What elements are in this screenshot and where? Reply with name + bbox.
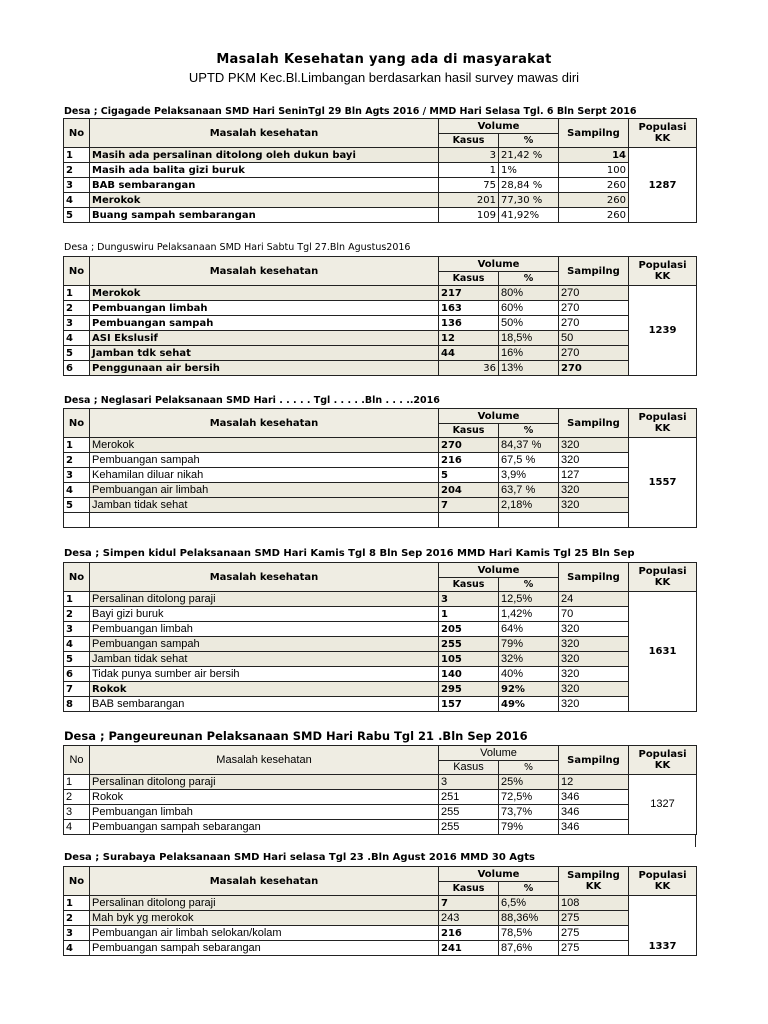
col-header-kasus: Kasus — [439, 578, 499, 592]
table-row — [64, 790, 697, 805]
row-no — [64, 513, 90, 528]
row-masalah: Persalinan ditolong paraji — [90, 592, 439, 607]
row-sampling: 320 — [559, 498, 629, 513]
row-pct: 2,18% — [499, 498, 559, 513]
row-masalah: Pembuangan air limbah — [90, 483, 439, 498]
row-masalah: Persalinan ditolong paraji — [90, 775, 439, 790]
row-sampling — [559, 513, 629, 528]
row-masalah: Jamban tdk sehat — [90, 346, 439, 361]
row-kasus: 216 — [439, 453, 499, 468]
table-row — [64, 346, 697, 361]
table-dunguswiru — [63, 256, 697, 376]
row-pct: 32% — [499, 652, 559, 667]
table-row — [64, 637, 697, 652]
row-kasus: 7 — [439, 498, 499, 513]
row-masalah: Merokok — [90, 193, 439, 208]
row-pct: 12,5% — [499, 592, 559, 607]
table-row — [64, 820, 697, 835]
row-populasi: 1557 — [629, 438, 697, 528]
row-no: 8 — [64, 697, 90, 712]
section-caption-pangeureunan: Desa ; Pangeureunan Pelaksanaan SMD Hari Rabu Tgl 21 .Bln Sep 2016 — [64, 729, 528, 743]
col-header-no: No — [64, 746, 90, 775]
row-no: 4 — [64, 331, 90, 346]
col-header-no: No — [64, 563, 90, 592]
row-pct: 41,92% — [499, 208, 559, 223]
row-no: 1 — [64, 775, 90, 790]
row-no: 6 — [64, 667, 90, 682]
table-row — [64, 697, 697, 712]
table-row — [64, 667, 697, 682]
row-masalah — [90, 513, 439, 528]
row-pct: 13% — [499, 361, 559, 376]
row-masalah: Pembuangan sampah sebarangan — [90, 941, 439, 956]
col-header-pct: % — [499, 882, 559, 896]
row-no: 1 — [64, 438, 90, 453]
col-header-kasus: Kasus — [439, 761, 499, 775]
col-header-no: No — [64, 867, 90, 896]
row-pct: 1% — [499, 163, 559, 178]
row-no: 5 — [64, 208, 90, 223]
table-row — [64, 453, 697, 468]
table-row — [64, 286, 697, 301]
col-header-masalah: Masalah kesehatan — [90, 746, 439, 775]
row-sampling: 260 — [559, 178, 629, 193]
table-row — [64, 438, 697, 453]
row-pct: 80% — [499, 286, 559, 301]
row-kasus: 1 — [439, 163, 499, 178]
row-sampling: 320 — [559, 453, 629, 468]
col-header-sampling: Sampilng — [559, 409, 629, 438]
section-caption-dunguswiru: Desa ; Dunguswiru Pelaksanaan SMD Hari Sabtu Tgl 27.Bln Agustus2016 — [64, 242, 411, 253]
col-header-populasi: Populasi KK — [629, 409, 697, 438]
row-masalah: Pembuangan sampah sebarangan — [90, 820, 439, 835]
row-sampling: 24 — [559, 592, 629, 607]
row-pct — [499, 513, 559, 528]
col-header-no: No — [64, 409, 90, 438]
row-masalah: Jamban tidak sehat — [90, 498, 439, 513]
row-sampling: 275 — [559, 926, 629, 941]
row-sampling: 127 — [559, 468, 629, 483]
row-sampling: 260 — [559, 193, 629, 208]
row-no: 6 — [64, 361, 90, 376]
row-masalah: Pembuangan limbah — [90, 622, 439, 637]
row-masalah: Pembuangan sampah — [90, 637, 439, 652]
row-sampling: 14 — [559, 148, 629, 163]
table-row — [64, 361, 697, 376]
row-masalah: Merokok — [90, 438, 439, 453]
row-masalah: Buang sampah sembarangan — [90, 208, 439, 223]
row-pct: 79% — [499, 637, 559, 652]
row-kasus: 140 — [439, 667, 499, 682]
row-pct: 63,7 % — [499, 483, 559, 498]
table-surabaya — [63, 866, 697, 956]
row-sampling: 270 — [559, 316, 629, 331]
row-kasus: 205 — [439, 622, 499, 637]
section-caption-neglasari: Desa ; Neglasari Pelaksanaan SMD Hari . . . . . Tgl . . . . .Bln . . . ..2016 — [64, 395, 440, 406]
row-no: 4 — [64, 637, 90, 652]
col-header-populasi: Populasi KK — [629, 119, 697, 148]
col-header-volume: Volume — [439, 867, 559, 882]
col-header-pct: % — [499, 424, 559, 438]
table-row — [64, 498, 697, 513]
row-sampling: 320 — [559, 438, 629, 453]
col-header-masalah: Masalah kesehatan — [90, 563, 439, 592]
col-header-populasi: Populasi KK — [629, 867, 697, 896]
row-pct: 87,6% — [499, 941, 559, 956]
row-no: 1 — [64, 286, 90, 301]
row-pct: 21,42 % — [499, 148, 559, 163]
row-kasus — [439, 513, 499, 528]
row-masalah: BAB sembarangan — [90, 178, 439, 193]
row-kasus: 251 — [439, 790, 499, 805]
row-kasus: 3 — [439, 148, 499, 163]
row-sampling: 346 — [559, 805, 629, 820]
row-kasus: 163 — [439, 301, 499, 316]
col-header-kasus: Kasus — [439, 424, 499, 438]
row-pct: 78,5% — [499, 926, 559, 941]
table-row — [64, 926, 697, 941]
row-masalah: Pembuangan sampah — [90, 316, 439, 331]
row-no: 4 — [64, 483, 90, 498]
section-caption-simpen-kidul: Desa ; Simpen kidul Pelaksanaan SMD Hari Kamis Tgl 8 Bln Sep 2016 MMD Hari Kamis Tgl 25 Bln Sep — [64, 548, 635, 559]
row-pct: 67,5 % — [499, 453, 559, 468]
row-masalah: Pembuangan air limbah selokan/kolam — [90, 926, 439, 941]
col-header-pct: % — [499, 134, 559, 148]
row-sampling: 270 — [559, 286, 629, 301]
row-masalah: Bayi gizi buruk — [90, 607, 439, 622]
table-row — [64, 622, 697, 637]
table-row — [64, 178, 697, 193]
row-kasus: 217 — [439, 286, 499, 301]
row-no: 3 — [64, 805, 90, 820]
table-row — [64, 316, 697, 331]
row-masalah: Masih ada persalinan ditolong oleh dukun bayi — [90, 148, 439, 163]
row-sampling: 100 — [559, 163, 629, 178]
row-populasi: 1327 — [629, 775, 697, 835]
row-no: 3 — [64, 468, 90, 483]
table-edge-line — [695, 835, 696, 847]
table-row — [64, 896, 697, 911]
row-pct: 64% — [499, 622, 559, 637]
table-row — [64, 911, 697, 926]
row-no: 5 — [64, 498, 90, 513]
row-no: 4 — [64, 941, 90, 956]
col-header-sampling-kk: Sampilng KK — [559, 867, 629, 896]
row-sampling: 320 — [559, 682, 629, 697]
row-sampling: 346 — [559, 790, 629, 805]
row-no: 7 — [64, 682, 90, 697]
table-row — [64, 607, 697, 622]
row-masalah: Rokok — [90, 790, 439, 805]
table-row — [64, 193, 697, 208]
row-pct: 6,5% — [499, 896, 559, 911]
row-masalah: Masih ada balita gizi buruk — [90, 163, 439, 178]
row-pct: 49% — [499, 697, 559, 712]
row-pct: 84,37 % — [499, 438, 559, 453]
row-sampling: 346 — [559, 820, 629, 835]
table-row — [64, 483, 697, 498]
col-header-volume: Volume — [439, 563, 559, 578]
row-no: 2 — [64, 163, 90, 178]
col-header-pct: % — [499, 272, 559, 286]
row-kasus: 201 — [439, 193, 499, 208]
row-pct: 3,9% — [499, 468, 559, 483]
row-populasi: 1337 — [629, 896, 697, 956]
col-header-kasus: Kasus — [439, 272, 499, 286]
col-header-populasi: Populasi KK — [629, 746, 697, 775]
row-masalah: Rokok — [90, 682, 439, 697]
row-sampling: 320 — [559, 667, 629, 682]
row-masalah: Pembuangan sampah — [90, 453, 439, 468]
col-header-populasi: Populasi KK — [629, 257, 697, 286]
row-sampling: 275 — [559, 941, 629, 956]
row-kasus: 12 — [439, 331, 499, 346]
row-no: 4 — [64, 193, 90, 208]
row-masalah: Kehamilan diluar nikah — [90, 468, 439, 483]
col-header-masalah: Masalah kesehatan — [90, 257, 439, 286]
table-row — [64, 301, 697, 316]
table-row — [64, 148, 697, 163]
row-pct: 60% — [499, 301, 559, 316]
row-sampling: 320 — [559, 697, 629, 712]
col-header-pct: % — [499, 578, 559, 592]
table-row — [64, 941, 697, 956]
row-no: 5 — [64, 346, 90, 361]
col-header-masalah: Masalah kesehatan — [90, 409, 439, 438]
row-kasus: 109 — [439, 208, 499, 223]
row-no: 2 — [64, 453, 90, 468]
row-kasus: 204 — [439, 483, 499, 498]
row-kasus: 44 — [439, 346, 499, 361]
row-sampling: 12 — [559, 775, 629, 790]
row-no: 3 — [64, 178, 90, 193]
row-pct: 77,30 % — [499, 193, 559, 208]
row-pct: 1,42% — [499, 607, 559, 622]
row-pct: 40% — [499, 667, 559, 682]
row-pct: 28,84 % — [499, 178, 559, 193]
table-cigagade — [63, 118, 697, 223]
row-no: 3 — [64, 622, 90, 637]
row-pct: 25% — [499, 775, 559, 790]
row-masalah: Tidak punya sumber air bersih — [90, 667, 439, 682]
section-caption-cigagade: Desa ; Cigagade Pelaksanaan SMD Hari SeninTgl 29 Bln Agts 2016 / MMD Hari Selasa Tgl. 6 Bln Serpt 2016 — [64, 106, 637, 117]
row-sampling: 270 — [559, 361, 629, 376]
col-header-volume: Volume — [439, 409, 559, 424]
row-kasus: 3 — [439, 592, 499, 607]
row-kasus: 157 — [439, 697, 499, 712]
row-kasus: 136 — [439, 316, 499, 331]
row-masalah: Merokok — [90, 286, 439, 301]
row-kasus: 3 — [439, 775, 499, 790]
table-row — [64, 331, 697, 346]
row-kasus: 5 — [439, 468, 499, 483]
page-title: Masalah Kesehatan yang ada di masyarakat — [216, 52, 552, 67]
row-sampling: 320 — [559, 622, 629, 637]
section-caption-surabaya: Desa ; Surabaya Pelaksanaan SMD Hari selasa Tgl 23 .Bln Agust 2016 MMD 30 Agts — [64, 852, 535, 863]
row-sampling: 275 — [559, 911, 629, 926]
page-subtitle: UPTD PKM Kec.Bl.Limbangan berdasarkan hasil survey mawas diri — [188, 70, 580, 85]
row-no: 3 — [64, 926, 90, 941]
row-kasus: 255 — [439, 637, 499, 652]
table-row — [64, 208, 697, 223]
row-sampling: 108 — [559, 896, 629, 911]
row-no: 1 — [64, 592, 90, 607]
table-row — [64, 592, 697, 607]
col-header-no: No — [64, 257, 90, 286]
row-kasus: 216 — [439, 926, 499, 941]
row-masalah: BAB sembarangan — [90, 697, 439, 712]
row-kasus: 241 — [439, 941, 499, 956]
row-no: 2 — [64, 790, 90, 805]
col-header-pct: % — [499, 761, 559, 775]
row-kasus: 105 — [439, 652, 499, 667]
row-populasi: 1287 — [629, 148, 697, 223]
col-header-kasus: Kasus — [439, 134, 499, 148]
table-neglasari — [63, 408, 697, 528]
row-sampling: 320 — [559, 652, 629, 667]
table-row — [64, 775, 697, 790]
row-kasus: 270 — [439, 438, 499, 453]
col-header-masalah: Masalah kesehatan — [90, 119, 439, 148]
row-no: 2 — [64, 911, 90, 926]
col-header-populasi: Populasi KK — [629, 563, 697, 592]
row-pct: 92% — [499, 682, 559, 697]
col-header-sampling: Sampilng — [559, 119, 629, 148]
row-no: 4 — [64, 820, 90, 835]
col-header-volume: Volume — [439, 746, 559, 761]
table-row — [64, 682, 697, 697]
row-masalah: ASI Ekslusif — [90, 331, 439, 346]
row-no: 1 — [64, 896, 90, 911]
row-kasus: 255 — [439, 805, 499, 820]
col-header-volume: Volume — [439, 257, 559, 272]
table-simpen-kidul — [63, 562, 697, 712]
row-sampling: 260 — [559, 208, 629, 223]
row-no: 1 — [64, 148, 90, 163]
row-kasus: 75 — [439, 178, 499, 193]
col-header-sampling: Sampilng — [559, 257, 629, 286]
row-kasus: 255 — [439, 820, 499, 835]
row-masalah: Pembuangan limbah — [90, 301, 439, 316]
row-pct: 73,7% — [499, 805, 559, 820]
row-sampling: 50 — [559, 331, 629, 346]
row-masalah: Penggunaan air bersih — [90, 361, 439, 376]
row-kasus: 243 — [439, 911, 499, 926]
col-header-sampling: Sampilng — [559, 746, 629, 775]
row-no: 2 — [64, 301, 90, 316]
row-pct: 72,5% — [499, 790, 559, 805]
table-row — [64, 513, 697, 528]
row-pct: 16% — [499, 346, 559, 361]
table-row — [64, 805, 697, 820]
row-kasus: 7 — [439, 896, 499, 911]
row-sampling: 270 — [559, 301, 629, 316]
row-masalah: Persalinan ditolong paraji — [90, 896, 439, 911]
row-kasus: 295 — [439, 682, 499, 697]
col-header-masalah: Masalah kesehatan — [90, 867, 439, 896]
table-row — [64, 163, 697, 178]
row-sampling: 70 — [559, 607, 629, 622]
row-pct: 18,5% — [499, 331, 559, 346]
table-row — [64, 652, 697, 667]
row-masalah: Mah byk yg merokok — [90, 911, 439, 926]
row-sampling: 270 — [559, 346, 629, 361]
col-header-volume: Volume — [439, 119, 559, 134]
row-kasus: 1 — [439, 607, 499, 622]
row-kasus: 36 — [439, 361, 499, 376]
row-no: 2 — [64, 607, 90, 622]
row-masalah: Pembuangan limbah — [90, 805, 439, 820]
row-no: 3 — [64, 316, 90, 331]
row-sampling: 320 — [559, 483, 629, 498]
row-masalah: Jamban tidak sehat — [90, 652, 439, 667]
row-sampling: 320 — [559, 637, 629, 652]
row-pct: 79% — [499, 820, 559, 835]
col-header-kasus: Kasus — [439, 882, 499, 896]
row-populasi: 1239 — [629, 286, 697, 376]
col-header-no: No — [64, 119, 90, 148]
col-header-sampling: Sampilng — [559, 563, 629, 592]
row-no: 5 — [64, 652, 90, 667]
table-row — [64, 468, 697, 483]
row-populasi: 1631 — [629, 592, 697, 712]
row-pct: 88,36% — [499, 911, 559, 926]
row-pct: 50% — [499, 316, 559, 331]
table-pangeureunan — [63, 745, 697, 835]
